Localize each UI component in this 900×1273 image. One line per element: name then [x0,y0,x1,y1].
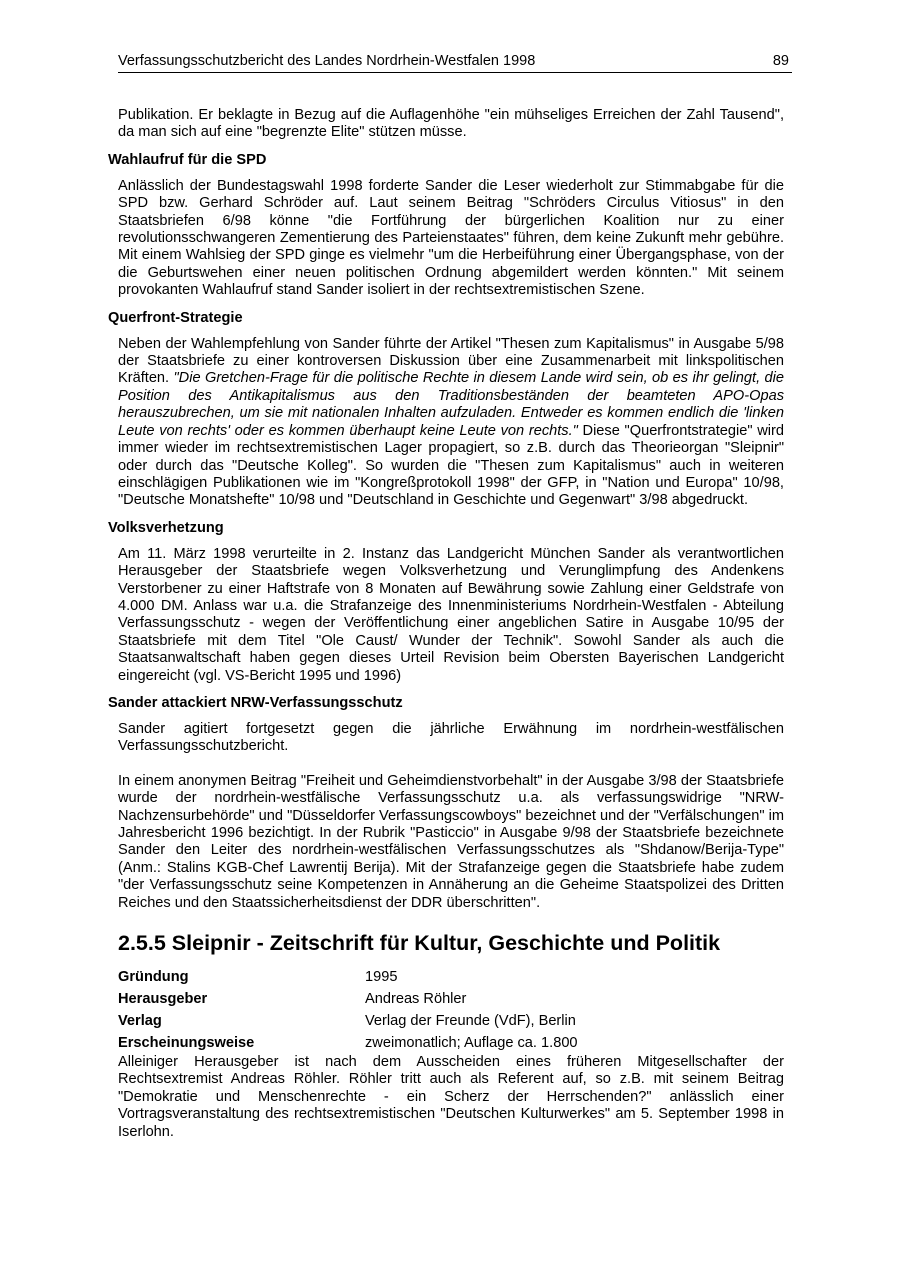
querfront-paragraph [118,336,784,510]
section-heading-volksverhetzung: Volksverhetzung [108,519,224,536]
nrw-paragraph-1: Sander agitiert fortgesetzt gegen die jährliche Erwähnung im nordrhein-westfälischen Verfassungsschutzbericht. [118,720,784,755]
sleipnir-facts [118,966,784,1054]
fact-label: Gründung [118,969,189,986]
fact-row [118,966,784,988]
intro-paragraph: Publikation. Er beklagte in Bezug auf die Auflagenhöhe "ein mühseliges Erreichen der Zahl Tausend", da man sich auf eine "begrenzte Elite" stützen müsse. [118,107,784,141]
page-header [118,52,792,73]
fact-value: 1995 [365,969,398,986]
section-heading-spd: Wahlaufruf für die SPD [108,151,267,168]
fact-label: Erscheinungsweise [118,1035,255,1052]
fact-row [118,1032,784,1054]
querfront-text-before: Neben der Wahlempfehlung von Sander führte der Artikel "Thesen zum Kapitalismus" in Ausgabe 5/98 der Staatsbriefe zu einer kontroversen Diskussion über eine Zusammenarbeit mit linkspolitischen Kräften. [118,335,784,387]
header-title: Verfassungsschutzbericht des Landes Nordrhein-Westfalen 1998 [118,53,536,69]
fact-label: Verlag [118,1013,162,1030]
section-heading-querfront: Querfront-Strategie [108,309,243,326]
sleipnir-heading: 2.5.5 Sleipnir - Zeitschrift für Kultur, Geschichte und Politik [118,931,721,956]
section-heading-nrw: Sander attackiert NRW-Verfassungsschutz [108,694,403,711]
spd-paragraph: Anlässlich der Bundestagswahl 1998 forderte Sander die Leser wiederholt zur Stimmabgabe für die SPD bzw. Gerhard Schröder auf. Laut seinem Beitrag "Schröders Circulus Vitiosus" in den Staatsbriefen 6/98 könne "die Fortführung der bürgerlichen Koalition nur zu einer revolutionsschwangeren Zementierung des Parteienstaates" führen, dem keine Zukunft mehr gebühre. Mit einem Wahlsieg der SPD ginge es vielmehr "um die Herbeiführung einer Übergangsphase, von der die Geburtswehen einer neuen politischen Ordnung abgemildert werden könnten." Mit seinem provokanten Wahlaufruf stand Sander isoliert in der rechtsextremistischen Szene. [118,177,784,299]
fact-row [118,1010,784,1032]
fact-label: Herausgeber [118,991,208,1008]
sleipnir-paragraph: Alleiniger Herausgeber ist nach dem Ausscheiden eines früheren Mitgesellschafter der Rechtsextremist Andreas Röhler. Röhler tritt auch als Referent auf, so z.B. mit seinem Beitrag "Demokratie und Menschenrechte - ein Scherz der Herrschenden?" anlässlich einer Vortragsveranstaltung des rechtsextremistischen "Deutschen Kulturwerkes" am 5. September 1998 in Iserlohn. [118,1054,784,1140]
page-number: 89 [772,53,789,69]
paragraph-spacer [108,756,784,773]
querfront-text-after: Diese "Querfrontstrategie" wird immer wieder im rechtsextremistischen Lager propagiert, so z.B. durch das Theorieorgan "Sleipnir" oder durch das "Deutsche Kolleg". So wurden die "Thesen zum Kapitalismus" auch in weiteren einschlägigen Publikationen wie im "Kongreßprotokoll 1998" der GFP, in "Nation und Europa" 10/98, "Deutsche Monatshefte" 10/98 und "Deutschland in Geschichte und Gegenwart" 3/98 abgedruckt. [118,422,784,509]
fact-value: Andreas Röhler [365,991,467,1008]
fact-value: zweimonatlich; Auflage ca. 1.800 [365,1035,578,1052]
page-content [108,107,784,1141]
fact-value: Verlag der Freunde (VdF), Berlin [365,1013,576,1030]
volksverhetzung-paragraph: Am 11. März 1998 verurteilte in 2. Instanz das Landgericht München Sander als verantwortlichen Herausgeber der Staatsbriefe wegen Volksverhetzung und Verunglimpfung des Andenkens Verstorbener zu einer Haftstrafe von 8 Monaten auf Bewährung sowie Zahlung einer Geldstrafe von 4.000 DM. Anlass war u.a. die Strafanzeige des Innenministeriums Nordrhein-Westfalen - Abteilung Verfassungsschutz - wegen der Veröffentlichung einer angeblichen Satire in Ausgabe 10/95 der Staatsbriefe mit dem Titel "Ole Caust/ Wunder der Technik". Sowohl Sander als auch die Staatsanwaltschaft haben gegen dieses Urteil Revision beim Obersten Bayerischen Landgericht eingereicht (vgl. VS-Bericht 1995 und 1996) [118,545,784,684]
querfront-quote: "Die Gretchen-Frage für die politische Rechte in diesem Lande wird sein, ob es ihr gelingt, die Position des Antikapitalismus aus den Traditionsbeständen der beamteten APO-Opas herauszubrechen, um sie mit nationalen Inhalten aufzuladen. Entweder es kommen endlich die 'linken Leute von rechts' oder es kommen überhaupt keine Leute von rechts." [118,370,784,439]
nrw-paragraph-2: In einem anonymen Beitrag "Freiheit und Geheimdienstvorbehalt" in der Ausgabe 3/98 der Staatsbriefe wurde der nordrhein-westfälische Verfassungsschutz u.a. als verfassungswidrige "NRW-Nachzensurbehörde" und "Düsseldorfer Verfassungscowboys" bezeichnet und der "Verfälschungen" im Jahresbericht 1996 bezichtigt. In der Rubrik "Pasticcio" in Ausgabe 9/98 der Staatsbriefe bezeichnete Sander den Leiter des nordrhein-westfälischen Verfassungsschutzes als "Shdanow/Berija-Type" (Anm.: Stalins KGB-Chef Lawrentij Berija). Mit der Strafanzeige gegen die Staatsbriefe habe zudem "der Verfassungsschutz seine Kompetenzen in Annäherung an die Geheime Staatspolizei des Dritten Reiches und den Staatssicherheitsdienst der DDR überschritten". [118,772,784,911]
fact-row [118,988,784,1010]
